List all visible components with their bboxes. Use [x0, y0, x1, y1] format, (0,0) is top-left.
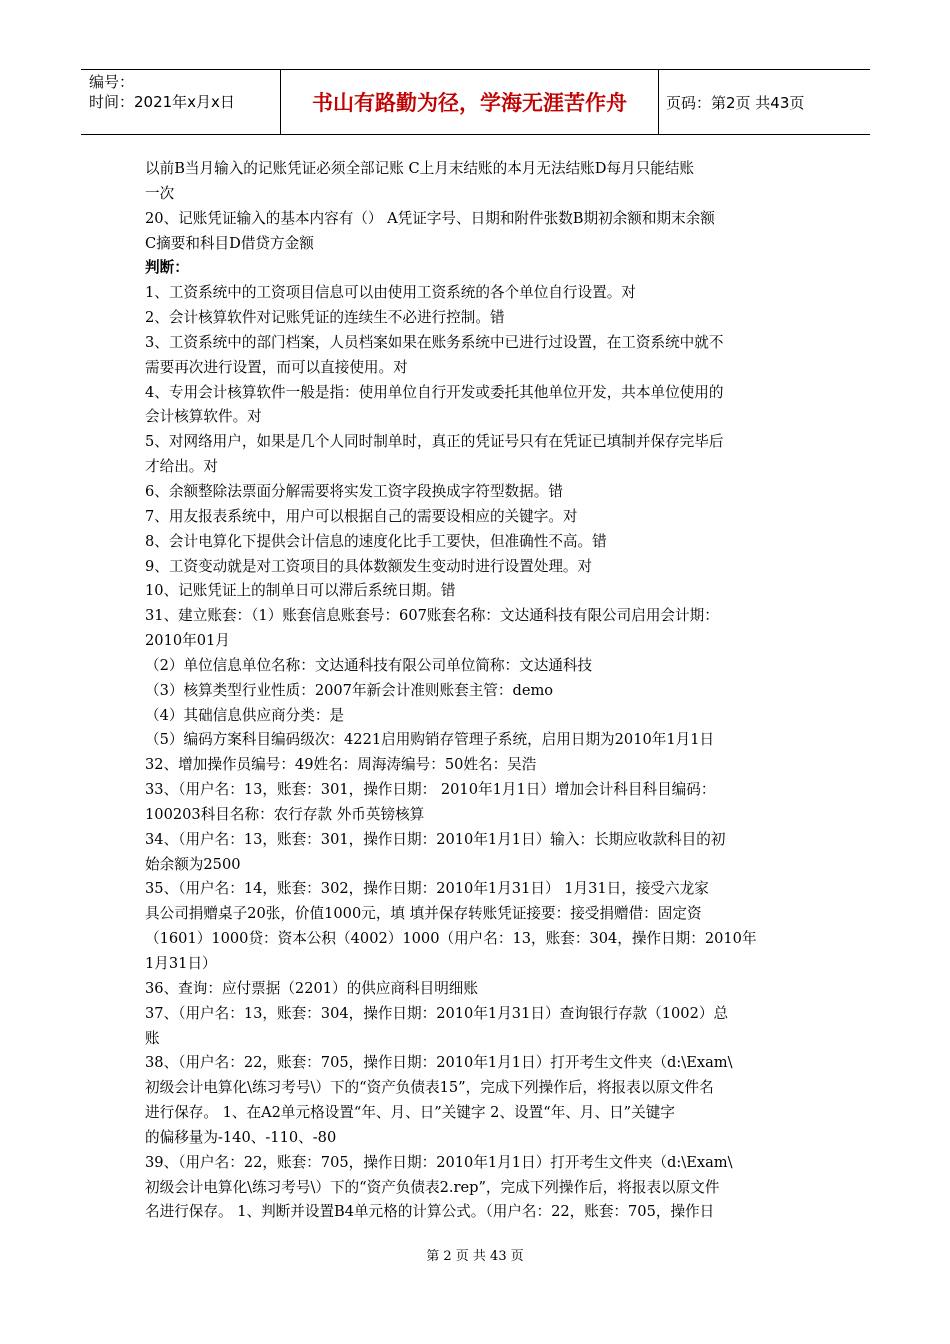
text-line: 初级会计电算化\练习考号\）下的“资产负债表15”，完成下列操作后，将报表以原文件名: [145, 1079, 714, 1097]
text-line: 才给出。对: [145, 458, 218, 476]
header-slogan: 书山有路勤为径，学海无涯苦作舟: [281, 70, 659, 134]
text-line: 9、工资变动就是对工资项目的具体数额发生变动时进行设置处理。对: [145, 557, 593, 575]
text-line: 需要再次进行设置，而可以直接使用。对: [145, 358, 408, 376]
text-line: 7、用友报表系统中，用户可以根据自己的需要设相应的关键字。对: [145, 507, 578, 525]
text-line: 32、增加操作员编号：49姓名：周海涛编号：50姓名：吴浩: [145, 756, 537, 774]
text-line: 31、建立账套：（1）账套信息账套号：607账套名称：文达通科技有限公司启用会计期：: [145, 607, 719, 625]
text-line: 账: [145, 1029, 160, 1047]
text-line: 33、（用户名：13，账套：301，操作日期： 2010年1月1日）增加会计科目科目编码：: [145, 781, 716, 799]
text-line: 1、工资系统中的工资项目信息可以由使用工资系统的各个单位自行设置。对: [145, 284, 636, 302]
text-line: 会计核算软件。对: [145, 408, 262, 426]
text-line: 名进行保存。 1、判断并设置B4单元格的计算公式。（用户名：22，账套：705，操作日: [145, 1203, 715, 1221]
document-body: [145, 157, 807, 1225]
text-line: 36、查询：应付票据（2201）的供应商科目明细账: [145, 979, 478, 997]
text-line: 34、（用户名：13，账套：301，操作日期：2010年1月1日）输入：长期应收款科目的初: [145, 830, 726, 848]
text-line: 10、记账凭证上的制单日可以滞后系统日期。错: [145, 582, 456, 600]
text-line: 1月31日）: [145, 955, 217, 972]
text-line: 37、（用户名：13，账套：304，操作日期：2010年1月31日）查询银行存款（1002）总: [145, 1004, 729, 1022]
header-left-cell: [81, 70, 281, 134]
text-line: 具公司捐赠桌子20张，价值1000元，填 填并保存转账凭证接要：接受捐赠借：固定资: [145, 905, 702, 923]
text-line: 判断：: [145, 259, 189, 277]
text-line: 38、（用户名：22，账套：705，操作日期：2010年1月1日）打开考生文件夹（d:\Exam\: [145, 1054, 733, 1072]
text-line: 100203科目名称：农行存款 外币英镑核算: [145, 805, 425, 823]
text-line: 的偏移量为-140、-110、-80: [145, 1128, 337, 1146]
text-line: 一次: [145, 184, 175, 202]
text-line: 始余额为2500: [145, 855, 241, 873]
header-date: 时间：2021年x月x日: [89, 93, 235, 111]
text-line: 2010年01月: [145, 632, 230, 650]
text-line: （4）其础信息供应商分类：是: [145, 706, 345, 724]
page-header: [81, 69, 870, 135]
text-line: 20、记账凭证输入的基本内容有（） A凭证字号、日期和附件张数B期初余额和期末余额: [145, 209, 715, 227]
text-line: 2、会计核算软件对记账凭证的连续生不必进行控制。错: [145, 309, 505, 327]
text-line: 初级会计电算化\练习考号\）下的“资产负债表2.rep”，完成下列操作后，将报表以原文件: [145, 1178, 720, 1196]
text-line: 35、（用户名：14，账套：302，操作日期：2010年1月31日） 1月31日，接受六龙家: [145, 880, 709, 898]
text-line: 6、余额整除法票面分解需要将实发工资字段换成字符型数据。错: [145, 482, 563, 500]
page-footer: 第 2 页 共 43 页: [426, 1249, 524, 1264]
text-line: （2）单位信息单位名称：文达通科技有限公司单位简称：文达通科技: [145, 656, 593, 674]
header-number-label: 编号：: [89, 73, 135, 91]
text-line: C摘要和科目D借贷方金额: [145, 234, 314, 252]
text-line: 3、工资系统中的部门档案，人员档案如果在账务系统中已进行过设置，在工资系统中就不: [145, 333, 724, 351]
text-line: （3）核算类型行业性质：2007年新会计准则账套主管：demo: [145, 681, 554, 699]
text-line: 以前B当月输入的记账凭证必须全部记账 C上月末结账的本月无法结账D每月只能结账: [145, 160, 695, 177]
text-line: 进行保存。 1、在A2单元格设置“年、月、日”关键字 2、设置“年、月、日”关键字: [145, 1104, 675, 1122]
text-line: 8、会计电算化下提供会计信息的速度化比手工要快，但准确性不高。错: [145, 532, 607, 550]
text-line: （1601）1000贷：资本公积（4002）1000（用户名：13，账套：304，操作日期：2010年: [145, 930, 757, 948]
text-line: 5、对网络用户，如果是几个人同时制单时，真正的凭证号只有在凭证已填制并保存完毕后: [145, 433, 724, 451]
text-line: 39、（用户名：22，账套：705，操作日期：2010年1月1日）打开考生文件夹（d:\Exam\: [145, 1153, 733, 1171]
text-line: （5）编码方案科目编码级次：4221启用购销存管理子系统，启用日期为2010年1月1日: [145, 731, 715, 749]
text-line: 4、专用会计核算软件一般是指：使用单位自行开发或委托其他单位开发，共本单位使用的: [145, 383, 724, 401]
header-page-info: 页码：第2页 共43页: [666, 93, 805, 112]
